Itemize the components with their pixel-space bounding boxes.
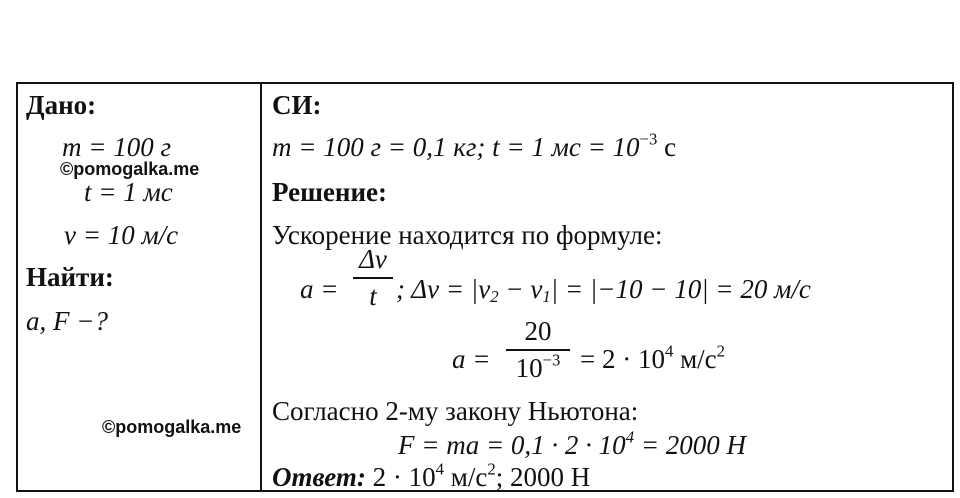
accel-calc-den-exponent: −3 [542, 350, 561, 370]
watermark-top: ©pomogalka.me [60, 159, 200, 179]
answer-exponent: 4 [435, 459, 444, 479]
given-time: t = 1 мс [84, 177, 173, 207]
si-heading: СИ: [272, 90, 322, 120]
accel-calc-rhs-unit-exponent: 2 [716, 341, 726, 361]
answer-unit-exponent: 2 [487, 459, 496, 479]
force-formula-a: F = ma = 0,1 · 2 · 10 [398, 430, 626, 460]
si-time: t = 1 мс = 10 [492, 132, 640, 162]
accel-formula-denominator: t [369, 281, 377, 311]
answer-text-b: м/с [443, 462, 488, 492]
answer-text-c: ; 2000 Н [495, 462, 591, 492]
solution-table [16, 82, 954, 492]
accel-calc-den-base: 10 [515, 353, 543, 383]
force-formula [398, 427, 747, 460]
newton-intro: Согласно 2-му закону Ньютона: [272, 396, 639, 426]
given-heading: Дано: [26, 90, 97, 120]
solution-heading: Решение: [272, 177, 387, 207]
accel-formula-lhs: a = [300, 274, 339, 304]
si-line [272, 129, 677, 162]
delta-v-part1: ; Δv = |v [396, 274, 491, 304]
accel-calc-rhs-exponent: 4 [664, 341, 674, 361]
delta-v-sub1: 1 [542, 287, 551, 307]
force-formula-b: = 2000 Н [634, 430, 747, 460]
accel-calc-numerator: 20 [524, 316, 552, 346]
given-mass: m = 100 г [62, 132, 172, 162]
delta-v-sub2: 2 [490, 287, 499, 307]
delta-v-part2: − v [498, 274, 543, 304]
si-separator: ; [476, 132, 486, 162]
accel-calc-fraction [506, 318, 570, 382]
find-expression: a, F −? [26, 306, 108, 336]
accel-calc-lhs: a = [452, 344, 491, 374]
accel-calc-denominator [515, 350, 561, 383]
accel-formula-fraction [353, 246, 393, 310]
si-time-exponent: −3 [639, 129, 658, 149]
solution-intro: Ускорение находится по формуле: [272, 220, 663, 250]
accel-formula-bar [353, 277, 393, 279]
delta-v-part3: | = |−10 − 10| = 20 м/с [550, 274, 811, 304]
answer-line [272, 459, 591, 492]
watermark-bottom: ©pomogalka.me [102, 417, 242, 437]
force-formula-exponent: 4 [625, 427, 635, 447]
given-velocity: v = 10 м/с [64, 220, 179, 250]
accel-calc-rhs-a: = 2 · 10 [580, 344, 665, 374]
si-time-unit: с [657, 132, 677, 162]
column-divider [260, 84, 262, 490]
find-heading: Найти: [26, 262, 114, 292]
delta-v-formula [396, 274, 811, 307]
accel-calc-result [580, 341, 726, 374]
answer-label: Ответ: [272, 462, 366, 492]
si-mass: m = 100 г = 0,1 кг [272, 132, 477, 162]
accel-formula-numerator: Δv [359, 244, 387, 274]
answer-text-a: 2 · 10 [365, 462, 436, 492]
accel-calc-rhs-unit: м/с [673, 344, 717, 374]
